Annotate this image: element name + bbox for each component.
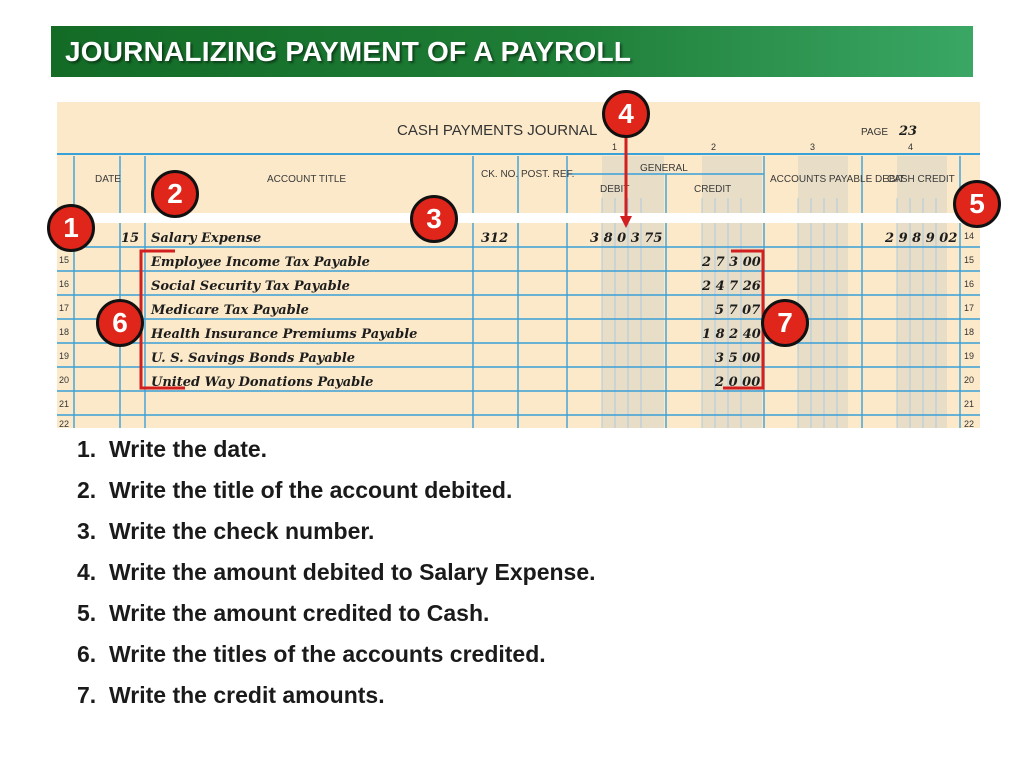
row-number-14: 14 [964,231,975,241]
row-number-20-left: 20 [59,375,70,385]
entry-account-credit-3: Medicare Tax Payable [151,303,309,318]
step-number: 4. [77,559,97,585]
row-number-20-right: 20 [964,375,975,385]
header-debit: DEBIT [600,184,630,195]
entry-account-credit-1: Employee Income Tax Payable [151,255,370,270]
callout-3: 3 [410,195,458,243]
entry-credit-amount-2: 2 4 7 26 [702,279,761,294]
entry-credit-amount-4: 1 8 2 40 [702,327,761,342]
column-number-1: 1 [612,142,618,152]
header-post-ref: POST. REF. [521,169,575,180]
header-cash-credit: CASH CREDIT [887,174,955,185]
step-number: 2. [77,477,97,503]
page-title: JOURNALIZING PAYMENT OF A PAYROLL [65,36,632,67]
title-bar [51,26,973,77]
callout-7: 7 [761,299,809,347]
row-number-15-right: 15 [964,255,975,265]
entry-account-credit-5: U. S. Savings Bonds Payable [151,351,356,366]
step-number: 3. [77,518,97,544]
step-item [77,639,596,680]
step-text: Write the title of the account debited. [109,477,513,503]
step-item [77,598,596,639]
entry-day: 15 [121,231,140,246]
step-text: Write the credit amounts. [109,682,385,708]
callout-6: 6 [96,299,144,347]
step-item [77,557,596,598]
row-number-21-right: 21 [964,399,975,409]
header-general: GENERAL [640,163,688,174]
entry-credit-amount-3: 5 7 07 [715,303,761,318]
column-number-3: 3 [810,142,816,152]
entry-credit-amount-1: 2 7 3 00 [702,255,761,270]
row-number-17-left: 17 [59,303,70,313]
callout-4: 4 [602,90,650,138]
instruction-steps [77,434,596,721]
entry-credit-amount-6: 2 0 00 [715,375,761,390]
step-text: Write the amount debited to Salary Expense. [109,559,596,585]
entry-account-credit-4: Health Insurance Premiums Payable [151,327,418,342]
callout-2: 2 [151,170,199,218]
page-number: 23 [899,124,918,139]
column-number-4: 4 [908,142,914,152]
journal-heading: CASH PAYMENTS JOURNAL [397,122,598,139]
callout-5: 5 [953,180,1001,228]
entry-check-number: 312 [481,231,509,246]
row-number-21-left: 21 [59,399,70,409]
row-number-22-right: 22 [964,419,975,428]
row-number-16-left: 16 [59,279,70,289]
step-item [77,475,596,516]
header-credit: CREDIT [694,184,732,195]
row-number-22-left: 22 [59,419,70,428]
step-number: 1. [77,436,97,462]
cash-payments-journal [57,102,980,428]
row-number-15-left: 15 [59,255,70,265]
page-label: PAGE [861,127,889,138]
row-number-16-right: 16 [964,279,975,289]
step-item [77,516,596,557]
entry-account-credit-2: Social Security Tax Payable [151,279,350,294]
header-account-title: ACCOUNT TITLE [267,174,347,185]
step-number: 6. [77,641,97,667]
step-text: Write the date. [109,436,268,462]
row-number-18-right: 18 [964,327,975,337]
step-number: 5. [77,600,97,626]
row-number-19-left: 19 [59,351,70,361]
header-ck-no: CK. NO. [481,169,519,180]
row-number-17-right: 17 [964,303,975,313]
row-number-19-right: 19 [964,351,975,361]
step-text: Write the amount credited to Cash. [109,600,490,626]
header-accounts-payable-debit: ACCOUNTS PAYABLE DEBIT [770,174,905,185]
entry-debit-amount: 3 8 0 3 75 [590,231,663,246]
header-date: DATE [95,174,121,185]
step-item [77,680,596,721]
entry-cash-credit-amount: 2 9 8 9 02 [885,231,958,246]
column-number-2: 2 [711,142,717,152]
entry-account-credit-6: United Way Donations Payable [151,375,374,390]
journal-form [57,102,980,428]
step-text: Write the titles of the accounts credited. [109,641,546,667]
step-item [77,434,596,475]
step-number: 7. [77,682,97,708]
step-text: Write the check number. [109,518,375,544]
row-number-18-left: 18 [59,327,70,337]
entry-account-salary-expense: Salary Expense [151,231,262,246]
entry-credit-amount-5: 3 5 00 [715,351,761,366]
callout-1: 1 [47,204,95,252]
